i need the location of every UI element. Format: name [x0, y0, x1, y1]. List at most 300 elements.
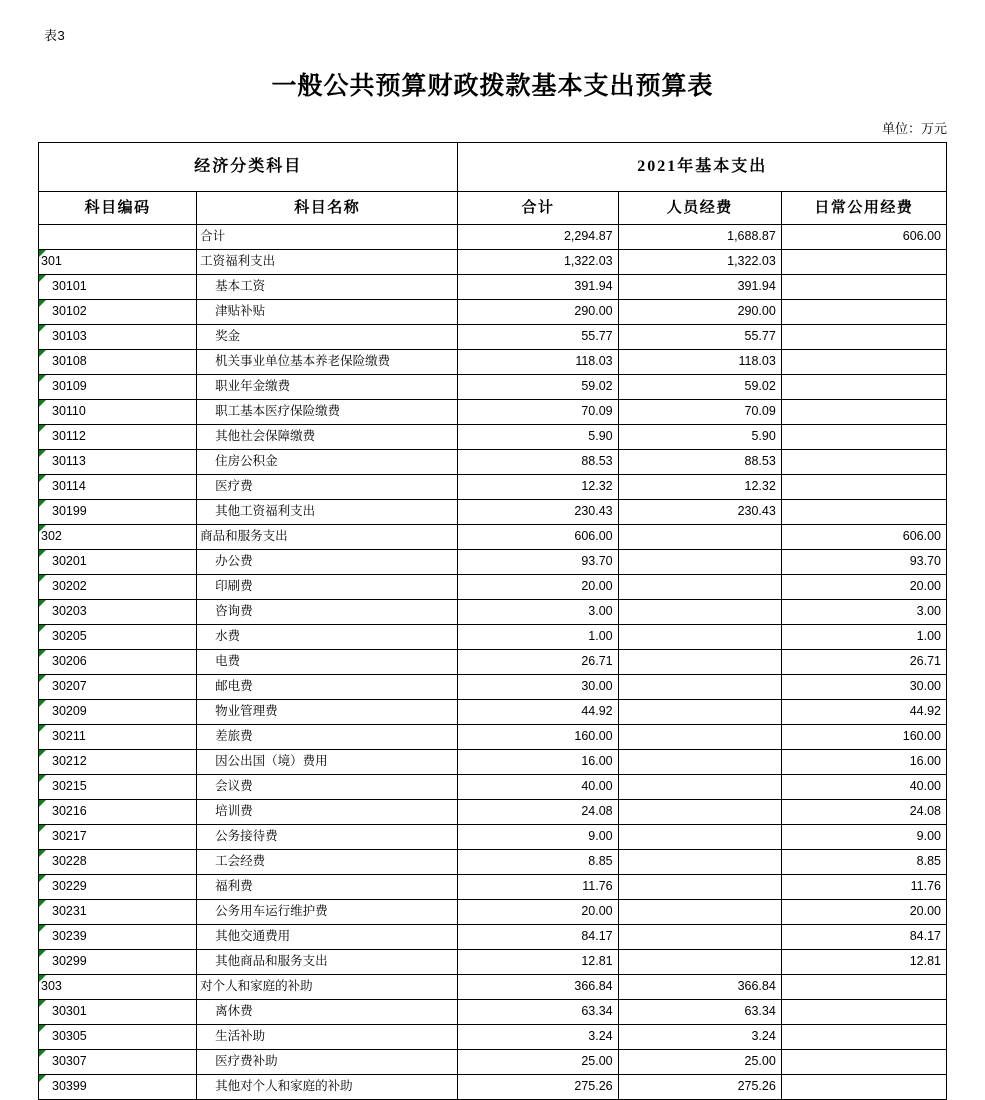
cell-daily-public-funds-text: 3.00 [916, 604, 941, 619]
cell-daily-public-funds-text: 11.76 [910, 879, 941, 894]
cell-total [458, 525, 618, 550]
subject-name-text: 公务接待费 [215, 829, 278, 844]
cell-personnel-funds [618, 950, 781, 975]
table-row [39, 225, 947, 250]
cell-daily-public-funds [781, 675, 946, 700]
table-row [39, 850, 947, 875]
cell-total [458, 650, 618, 675]
table-row [39, 350, 947, 375]
cell-total-text: 3.00 [588, 604, 613, 619]
cell-personnel-funds [618, 300, 781, 325]
cell-subject-code [39, 350, 197, 375]
table-row [39, 575, 947, 600]
subject-name-text: 办公费 [215, 554, 253, 569]
cell-daily-public-funds [781, 350, 946, 375]
cell-personnel-funds-text: 290.00 [737, 304, 776, 319]
cell-total-text: 275.26 [574, 1079, 613, 1094]
cell-daily-public-funds [781, 375, 946, 400]
table-row [39, 525, 947, 550]
cell-total [458, 475, 618, 500]
table-row [39, 600, 947, 625]
cell-total-text: 2,294.87 [563, 229, 613, 244]
cell-subject-name [197, 400, 458, 425]
cell-subject-code [39, 1050, 197, 1075]
cell-subject-name [197, 825, 458, 850]
cell-total-text: 59.02 [581, 379, 613, 394]
cell-total [458, 1025, 618, 1050]
subject-name-text: 其他工资福利支出 [215, 504, 316, 519]
subject-name-text: 其他对个人和家庭的补助 [215, 1079, 353, 1094]
cell-subject-name [197, 550, 458, 575]
subject-name-text: 水费 [215, 629, 241, 644]
cell-personnel-funds [618, 475, 781, 500]
cell-total-text: 24.08 [581, 804, 613, 819]
sheet-label: 表3 [44, 28, 66, 43]
cell-subject-name [197, 950, 458, 975]
cell-total [458, 375, 618, 400]
cell-total-text: 63.34 [581, 1004, 613, 1019]
cell-total [458, 275, 618, 300]
cell-personnel-funds [618, 850, 781, 875]
table-row [39, 825, 947, 850]
subject-name-text: 职工基本医疗保险缴费 [215, 404, 341, 419]
table-header [39, 143, 947, 225]
header-basic-expenditure-2021: 2021年基本支出 [458, 143, 947, 192]
cell-daily-public-funds [781, 475, 946, 500]
cell-daily-public-funds-text: 93.70 [909, 554, 941, 569]
cell-daily-public-funds [781, 975, 946, 1000]
cell-total [458, 925, 618, 950]
subject-code-text: 30101 [52, 279, 87, 294]
cell-subject-code [39, 475, 197, 500]
subject-name-text: 会议费 [215, 779, 253, 794]
cell-daily-public-funds [781, 425, 946, 450]
subject-name-text: 其他交通费用 [215, 929, 291, 944]
subject-name-text: 住房公积金 [215, 454, 278, 469]
table-row [39, 450, 947, 475]
cell-personnel-funds-text: 3.24 [751, 1029, 776, 1044]
cell-total [458, 325, 618, 350]
cell-daily-public-funds-text: 606.00 [902, 229, 941, 244]
cell-personnel-funds-text: 55.77 [744, 329, 776, 344]
subject-code-text: 30102 [52, 304, 87, 319]
cell-total [458, 575, 618, 600]
cell-personnel-funds [618, 1025, 781, 1050]
subject-name-text: 对个人和家庭的补助 [200, 979, 313, 994]
subject-code-text: 30211 [52, 729, 86, 744]
cell-total-text: 12.32 [581, 479, 613, 494]
cell-daily-public-funds [781, 450, 946, 475]
cell-personnel-funds [618, 550, 781, 575]
header-col-daily-public: 日常公用经费 [781, 192, 946, 225]
subject-code-text: 30229 [52, 879, 87, 894]
cell-daily-public-funds-text: 9.00 [916, 829, 941, 844]
cell-subject-code [39, 550, 197, 575]
cell-personnel-funds [618, 750, 781, 775]
cell-subject-code [39, 575, 197, 600]
cell-total [458, 500, 618, 525]
cell-daily-public-funds-text: 16.00 [909, 754, 941, 769]
cell-daily-public-funds-text: 8.85 [916, 854, 941, 869]
cell-personnel-funds [618, 575, 781, 600]
cell-subject-code [39, 275, 197, 300]
cell-personnel-funds-text: 25.00 [744, 1054, 776, 1069]
subject-code-text: 30202 [52, 579, 87, 594]
cell-personnel-funds-text: 118.03 [738, 354, 776, 369]
cell-subject-code [39, 400, 197, 425]
subject-name-text: 差旅费 [215, 729, 253, 744]
subject-code-text: 30301 [52, 1004, 87, 1019]
subject-code-text: 30110 [52, 404, 86, 419]
cell-personnel-funds [618, 425, 781, 450]
table-row [39, 725, 947, 750]
cell-personnel-funds [618, 275, 781, 300]
cell-daily-public-funds [781, 325, 946, 350]
subject-name-text: 医疗费 [215, 479, 253, 494]
subject-name-text: 公务用车运行维护费 [215, 904, 328, 919]
cell-total-text: 1,322.03 [563, 254, 613, 269]
cell-daily-public-funds [781, 525, 946, 550]
cell-personnel-funds [618, 400, 781, 425]
cell-total-text: 3.24 [588, 1029, 613, 1044]
cell-total-text: 20.00 [581, 904, 613, 919]
cell-daily-public-funds [781, 300, 946, 325]
table-row [39, 475, 947, 500]
subject-name-text: 咨询费 [215, 604, 253, 619]
cell-personnel-funds [618, 875, 781, 900]
cell-daily-public-funds-text: 40.00 [909, 779, 941, 794]
cell-subject-code [39, 825, 197, 850]
subject-code-text: 30215 [52, 779, 87, 794]
cell-daily-public-funds [781, 775, 946, 800]
cell-personnel-funds-text: 230.43 [737, 504, 776, 519]
cell-subject-name [197, 700, 458, 725]
cell-daily-public-funds [781, 625, 946, 650]
cell-subject-name [197, 925, 458, 950]
cell-subject-code [39, 525, 197, 550]
cell-daily-public-funds [781, 925, 946, 950]
cell-subject-code [39, 250, 197, 275]
cell-subject-name [197, 850, 458, 875]
cell-subject-name [197, 625, 458, 650]
cell-personnel-funds [618, 625, 781, 650]
cell-daily-public-funds [781, 850, 946, 875]
subject-code-text: 30217 [52, 829, 87, 844]
cell-subject-name [197, 900, 458, 925]
cell-subject-name [197, 775, 458, 800]
cell-subject-code [39, 1000, 197, 1025]
cell-total [458, 550, 618, 575]
cell-subject-name [197, 525, 458, 550]
subject-code-text: 30207 [52, 679, 87, 694]
table-row [39, 550, 947, 575]
subject-name-text: 印刷费 [215, 579, 253, 594]
cell-daily-public-funds-text: 160.00 [902, 729, 941, 744]
subject-code-text: 30113 [52, 454, 86, 469]
cell-subject-name [197, 575, 458, 600]
cell-total [458, 425, 618, 450]
table-row [39, 800, 947, 825]
subject-name-text: 电费 [215, 654, 241, 669]
cell-daily-public-funds [781, 950, 946, 975]
cell-subject-code [39, 650, 197, 675]
subject-name-text: 工资福利支出 [200, 254, 276, 269]
cell-subject-code [39, 900, 197, 925]
cell-total-text: 160.00 [574, 729, 613, 744]
cell-subject-code [39, 675, 197, 700]
subject-name-text: 福利费 [215, 879, 253, 894]
cell-total-text: 11.76 [582, 879, 613, 894]
subject-name-text: 奖金 [215, 329, 241, 344]
cell-subject-code [39, 975, 197, 1000]
cell-personnel-funds [618, 725, 781, 750]
cell-total [458, 750, 618, 775]
cell-total [458, 1050, 618, 1075]
header-col-personnel: 人员经费 [618, 192, 781, 225]
cell-subject-code [39, 750, 197, 775]
table-row [39, 400, 947, 425]
cell-total [458, 1075, 618, 1100]
subject-name-text: 商品和服务支出 [200, 529, 288, 544]
subject-code-text: 30199 [52, 504, 87, 519]
table-row [39, 700, 947, 725]
cell-subject-code [39, 1025, 197, 1050]
cell-subject-code [39, 625, 197, 650]
table-row [39, 975, 947, 1000]
cell-subject-name [197, 600, 458, 625]
cell-personnel-funds [618, 900, 781, 925]
cell-daily-public-funds-text: 30.00 [909, 679, 941, 694]
cell-personnel-funds [618, 500, 781, 525]
cell-subject-name [197, 675, 458, 700]
subject-code-text: 303 [41, 979, 62, 994]
header-column-row [39, 192, 947, 225]
cell-subject-code [39, 925, 197, 950]
cell-personnel-funds-text: 1,322.03 [727, 254, 776, 269]
cell-personnel-funds-text: 275.26 [737, 1079, 776, 1094]
subject-code-text: 301 [41, 254, 62, 269]
cell-subject-code [39, 600, 197, 625]
subject-code-text: 30299 [52, 954, 87, 969]
cell-total-text: 12.81 [581, 954, 613, 969]
table-row [39, 875, 947, 900]
cell-subject-name [197, 875, 458, 900]
cell-personnel-funds [618, 775, 781, 800]
cell-subject-code [39, 500, 197, 525]
cell-daily-public-funds [781, 825, 946, 850]
cell-subject-name [197, 275, 458, 300]
table-row [39, 1000, 947, 1025]
cell-personnel-funds [618, 1075, 781, 1100]
subject-name-text: 合计 [200, 229, 226, 244]
subject-name-text: 邮电费 [215, 679, 253, 694]
cell-daily-public-funds [781, 550, 946, 575]
cell-subject-name [197, 250, 458, 275]
cell-daily-public-funds [781, 1000, 946, 1025]
cell-subject-name [197, 325, 458, 350]
cell-total-text: 391.94 [574, 279, 613, 294]
cell-personnel-funds [618, 350, 781, 375]
cell-total [458, 975, 618, 1000]
cell-personnel-funds [618, 375, 781, 400]
cell-daily-public-funds [781, 725, 946, 750]
cell-personnel-funds [618, 250, 781, 275]
subject-code-text: 302 [41, 529, 62, 544]
cell-total [458, 875, 618, 900]
cell-total [458, 675, 618, 700]
cell-personnel-funds [618, 975, 781, 1000]
cell-personnel-funds [618, 650, 781, 675]
cell-subject-name [197, 350, 458, 375]
cell-subject-name [197, 475, 458, 500]
cell-subject-code [39, 450, 197, 475]
cell-daily-public-funds [781, 800, 946, 825]
table-row [39, 500, 947, 525]
header-col-name: 科目名称 [197, 192, 458, 225]
subject-name-text: 其他商品和服务支出 [215, 954, 328, 969]
subject-name-text: 离休费 [215, 1004, 253, 1019]
cell-total [458, 850, 618, 875]
cell-daily-public-funds [781, 900, 946, 925]
table-row [39, 300, 947, 325]
table-row [39, 950, 947, 975]
cell-subject-name [197, 225, 458, 250]
cell-subject-code [39, 800, 197, 825]
cell-subject-code [39, 325, 197, 350]
subject-code-text: 30103 [52, 329, 87, 344]
cell-daily-public-funds [781, 650, 946, 675]
cell-total-text: 70.09 [581, 404, 613, 419]
cell-total-text: 44.92 [581, 704, 613, 719]
cell-subject-name [197, 975, 458, 1000]
cell-total [458, 725, 618, 750]
cell-daily-public-funds [781, 500, 946, 525]
subject-code-text: 30216 [52, 804, 87, 819]
cell-total [458, 825, 618, 850]
subject-name-text: 医疗费补助 [215, 1054, 278, 1069]
subject-code-text: 30399 [52, 1079, 87, 1094]
subject-code-text: 30228 [52, 854, 87, 869]
cell-daily-public-funds [781, 1050, 946, 1075]
cell-personnel-funds [618, 925, 781, 950]
table-row [39, 750, 947, 775]
table-row [39, 1075, 947, 1100]
subject-code-text: 30212 [52, 754, 87, 769]
cell-subject-name [197, 450, 458, 475]
table-row [39, 675, 947, 700]
cell-total-text: 230.43 [574, 504, 613, 519]
page-title: 一般公共预算财政拨款基本支出预算表 [271, 73, 714, 100]
cell-subject-code [39, 775, 197, 800]
cell-subject-code [39, 875, 197, 900]
subject-code-text: 30201 [52, 554, 87, 569]
cell-subject-name [197, 650, 458, 675]
cell-subject-name [197, 1025, 458, 1050]
cell-subject-code [39, 225, 197, 250]
cell-total [458, 900, 618, 925]
header-group-row [39, 143, 947, 192]
subject-code-text: 30231 [52, 904, 87, 919]
cell-total-text: 366.84 [574, 979, 613, 994]
cell-personnel-funds-text: 59.02 [744, 379, 776, 394]
table-row [39, 275, 947, 300]
table-row [39, 1050, 947, 1075]
cell-total-text: 26.71 [581, 654, 613, 669]
cell-daily-public-funds [781, 875, 946, 900]
subject-name-text: 生活补助 [215, 1029, 266, 1044]
cell-personnel-funds-text: 366.84 [737, 979, 776, 994]
cell-total-text: 84.17 [581, 929, 613, 944]
table-row [39, 625, 947, 650]
subject-code-text: 30109 [52, 379, 87, 394]
cell-daily-public-funds [781, 1075, 946, 1100]
cell-total [458, 625, 618, 650]
cell-personnel-funds-text: 1,688.87 [727, 229, 776, 244]
cell-subject-name [197, 800, 458, 825]
cell-daily-public-funds [781, 1025, 946, 1050]
cell-subject-code [39, 850, 197, 875]
cell-subject-code [39, 300, 197, 325]
subject-code-text: 30307 [52, 1054, 87, 1069]
unit-label: 单位：万元 [881, 121, 947, 136]
cell-total-text: 1.00 [588, 629, 613, 644]
cell-daily-public-funds [781, 275, 946, 300]
cell-subject-name [197, 1000, 458, 1025]
cell-daily-public-funds-text: 12.81 [909, 954, 941, 969]
cell-personnel-funds [618, 1050, 781, 1075]
cell-total [458, 800, 618, 825]
subject-code-text: 30305 [52, 1029, 87, 1044]
subject-code-text: 30112 [52, 429, 86, 444]
cell-personnel-funds-text: 5.90 [751, 429, 776, 444]
cell-total [458, 225, 618, 250]
cell-daily-public-funds [781, 400, 946, 425]
cell-total-text: 93.70 [581, 554, 613, 569]
cell-total-text: 55.77 [581, 329, 613, 344]
cell-daily-public-funds-text: 20.00 [909, 904, 941, 919]
cell-total [458, 700, 618, 725]
cell-total [458, 775, 618, 800]
cell-personnel-funds [618, 675, 781, 700]
cell-total [458, 950, 618, 975]
cell-personnel-funds [618, 325, 781, 350]
cell-subject-name [197, 300, 458, 325]
cell-total-text: 16.00 [581, 754, 613, 769]
cell-daily-public-funds-text: 24.08 [909, 804, 941, 819]
cell-total-text: 25.00 [581, 1054, 613, 1069]
budget-table [38, 142, 947, 1100]
subject-code-text: 30108 [52, 354, 87, 369]
cell-total-text: 118.03 [575, 354, 613, 369]
subject-name-text: 工会经费 [215, 854, 266, 869]
cell-subject-name [197, 750, 458, 775]
cell-personnel-funds [618, 1000, 781, 1025]
header-economic-classification: 经济分类科目 [39, 143, 458, 192]
cell-personnel-funds [618, 225, 781, 250]
table-row [39, 925, 947, 950]
cell-total-text: 9.00 [588, 829, 613, 844]
subject-code-text: 30239 [52, 929, 87, 944]
cell-personnel-funds-text: 63.34 [744, 1004, 776, 1019]
subject-name-text: 因公出国（境）费用 [215, 754, 328, 769]
table-row [39, 425, 947, 450]
table-row [39, 250, 947, 275]
cell-daily-public-funds-text: 606.00 [902, 529, 941, 544]
subject-code-text: 30205 [52, 629, 87, 644]
cell-total-text: 30.00 [581, 679, 613, 694]
cell-subject-code [39, 425, 197, 450]
header-col-total: 合计 [458, 192, 618, 225]
